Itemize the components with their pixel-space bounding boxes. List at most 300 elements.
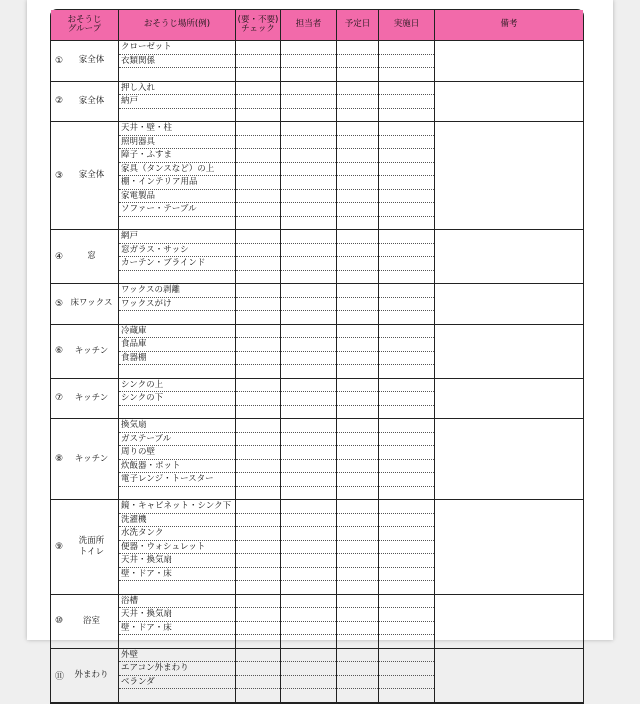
entry-line[interactable] <box>281 122 336 136</box>
entry-line[interactable] <box>379 473 434 487</box>
done-date-cell[interactable] <box>379 284 435 325</box>
entry-line[interactable] <box>236 649 280 663</box>
entry-line[interactable] <box>236 176 280 190</box>
entry-line[interactable] <box>379 649 434 663</box>
entry-line[interactable] <box>281 68 336 81</box>
group-cell <box>51 41 119 82</box>
group-number: ⑦ <box>55 393 64 404</box>
place-item: 天井・換気扇 <box>119 554 235 568</box>
entry-line[interactable] <box>379 595 434 609</box>
entry-line[interactable] <box>379 190 434 204</box>
entry-line[interactable] <box>337 244 378 258</box>
entry-line[interactable] <box>379 419 434 433</box>
planned-date-cell[interactable] <box>337 41 379 82</box>
entry-line[interactable] <box>236 244 280 258</box>
planned-date-cell[interactable] <box>337 379 379 420</box>
place-list <box>119 122 236 230</box>
entry-line[interactable] <box>337 271 378 284</box>
entry-line[interactable] <box>236 149 280 163</box>
entry-line[interactable] <box>236 595 280 609</box>
place-item: 家具（タンスなど）の上 <box>119 163 235 177</box>
header-place: おそうじ場所(例) <box>119 10 236 41</box>
place-item: 壁・ドア・床 <box>119 568 235 582</box>
group-number: ⑤ <box>55 298 64 309</box>
entry-line[interactable] <box>236 460 280 474</box>
entry-line[interactable] <box>281 41 336 55</box>
notes-cell[interactable] <box>435 649 583 703</box>
entry-line[interactable] <box>281 527 336 541</box>
entry-line[interactable] <box>236 635 280 648</box>
entry-line[interactable] <box>337 392 378 406</box>
entry-line[interactable] <box>236 676 280 690</box>
entry-line[interactable] <box>281 271 336 284</box>
entry-line[interactable] <box>236 190 280 204</box>
entry-line[interactable] <box>337 82 378 96</box>
entry-line[interactable] <box>281 338 336 352</box>
person-cell[interactable] <box>281 284 337 325</box>
entry-line[interactable] <box>337 217 378 230</box>
entry-line[interactable] <box>236 298 280 312</box>
entry-line[interactable] <box>281 82 336 96</box>
entry-line[interactable] <box>337 41 378 55</box>
notes-cell[interactable] <box>435 595 583 649</box>
entry-line[interactable] <box>281 284 336 298</box>
entry-line[interactable] <box>281 149 336 163</box>
place-item: 便器・ウォシュレット <box>119 541 235 555</box>
entry-line[interactable] <box>281 581 336 594</box>
place-list <box>119 284 236 325</box>
entry-line[interactable] <box>379 109 434 122</box>
entry-line[interactable] <box>337 460 378 474</box>
group-number: ⑨ <box>55 541 64 552</box>
entry-line[interactable] <box>337 635 378 648</box>
notes-cell[interactable] <box>435 379 583 420</box>
done-date-cell[interactable] <box>379 379 435 420</box>
entry-line[interactable] <box>281 406 336 419</box>
entry-line[interactable] <box>337 406 378 419</box>
entry-line[interactable] <box>379 68 434 81</box>
person-cell[interactable] <box>281 379 337 420</box>
entry-line[interactable] <box>379 284 434 298</box>
entry-line[interactable] <box>379 514 434 528</box>
notes-cell[interactable] <box>435 325 583 379</box>
place-list <box>119 82 236 123</box>
done-date-cell[interactable] <box>379 41 435 82</box>
entry-line[interactable] <box>236 109 280 122</box>
entry-line[interactable] <box>236 662 280 676</box>
entry-line[interactable] <box>281 473 336 487</box>
entry-line[interactable] <box>337 55 378 69</box>
place-item: 天井・壁・柱 <box>119 122 235 136</box>
entry-line[interactable] <box>379 298 434 312</box>
entry-line[interactable] <box>337 487 378 500</box>
planned-date-cell[interactable] <box>337 649 379 703</box>
done-date-cell[interactable] <box>379 230 435 284</box>
entry-line[interactable] <box>337 649 378 663</box>
entry-line[interactable] <box>379 82 434 96</box>
entry-line[interactable] <box>379 149 434 163</box>
entry-line[interactable] <box>236 230 280 244</box>
entry-line[interactable] <box>281 446 336 460</box>
entry-line[interactable] <box>236 446 280 460</box>
check-cell[interactable] <box>236 230 281 284</box>
group-name: 床ワックス <box>70 298 113 309</box>
planned-date-cell[interactable] <box>337 595 379 649</box>
entry-line[interactable] <box>337 433 378 447</box>
entry-line[interactable] <box>379 311 434 324</box>
entry-line[interactable] <box>379 392 434 406</box>
group-number: ② <box>55 96 64 107</box>
entry-line[interactable] <box>379 217 434 230</box>
place-item <box>119 406 235 419</box>
entry-line[interactable] <box>379 55 434 69</box>
entry-line[interactable] <box>337 514 378 528</box>
entry-line[interactable] <box>337 203 378 217</box>
entry-line[interactable] <box>337 298 378 312</box>
place-list <box>119 379 236 420</box>
entry-line[interactable] <box>281 662 336 676</box>
entry-line[interactable] <box>236 311 280 324</box>
place-item: 棚・インテリア用品 <box>119 176 235 190</box>
entry-line[interactable] <box>236 203 280 217</box>
place-item: 外壁 <box>119 649 235 663</box>
entry-line[interactable] <box>236 473 280 487</box>
entry-line[interactable] <box>337 68 378 81</box>
entry-line[interactable] <box>337 338 378 352</box>
entry-line[interactable] <box>236 41 280 55</box>
entry-line[interactable] <box>379 541 434 555</box>
header-person: 担当者 <box>281 10 337 41</box>
entry-line[interactable] <box>337 446 378 460</box>
done-date-cell[interactable] <box>379 595 435 649</box>
entry-line[interactable] <box>236 257 280 271</box>
entry-line[interactable] <box>236 338 280 352</box>
place-item: 壁・ドア・床 <box>119 622 235 636</box>
entry-line[interactable] <box>236 163 280 177</box>
entry-line[interactable] <box>236 541 280 555</box>
entry-line[interactable] <box>337 365 378 378</box>
entry-line[interactable] <box>236 554 280 568</box>
notes-cell[interactable] <box>435 122 583 230</box>
entry-line[interactable] <box>379 325 434 339</box>
entry-line[interactable] <box>337 581 378 594</box>
entry-line[interactable] <box>379 257 434 271</box>
check-cell[interactable] <box>236 122 281 230</box>
entry-line[interactable] <box>337 541 378 555</box>
entry-line[interactable] <box>337 257 378 271</box>
entry-line[interactable] <box>337 190 378 204</box>
done-date-cell[interactable] <box>379 325 435 379</box>
entry-line[interactable] <box>281 554 336 568</box>
entry-line[interactable] <box>236 365 280 378</box>
group-number: ⑪ <box>55 671 65 682</box>
entry-line[interactable] <box>379 338 434 352</box>
entry-line[interactable] <box>379 676 434 690</box>
entry-line[interactable] <box>281 244 336 258</box>
notes-cell[interactable] <box>435 419 583 500</box>
header-group: おそうじ グループ <box>51 10 119 41</box>
entry-line[interactable] <box>337 662 378 676</box>
entry-line[interactable] <box>236 581 280 594</box>
place-item: 冷蔵庫 <box>119 325 235 339</box>
place-item: 障子・ふすま <box>119 149 235 163</box>
entry-line[interactable] <box>281 203 336 217</box>
entry-line[interactable] <box>236 419 280 433</box>
entry-line[interactable] <box>281 622 336 636</box>
entry-line[interactable] <box>379 554 434 568</box>
entry-line[interactable] <box>236 95 280 109</box>
entry-line[interactable] <box>337 419 378 433</box>
entry-line[interactable] <box>281 109 336 122</box>
entry-line[interactable] <box>281 136 336 150</box>
planned-date-cell[interactable] <box>337 419 379 500</box>
entry-line[interactable] <box>337 136 378 150</box>
entry-line[interactable] <box>337 676 378 690</box>
group-cell <box>51 379 119 420</box>
entry-line[interactable] <box>281 176 336 190</box>
entry-line[interactable] <box>236 406 280 419</box>
entry-line[interactable] <box>379 271 434 284</box>
entry-line[interactable] <box>281 217 336 230</box>
entry-line[interactable] <box>337 568 378 582</box>
place-item <box>119 217 235 230</box>
entry-line[interactable] <box>281 649 336 663</box>
group-number: ③ <box>55 170 64 181</box>
entry-line[interactable] <box>379 365 434 378</box>
entry-line[interactable] <box>379 41 434 55</box>
entry-line[interactable] <box>281 95 336 109</box>
person-cell[interactable] <box>281 41 337 82</box>
entry-line[interactable] <box>337 473 378 487</box>
entry-line[interactable] <box>236 487 280 500</box>
entry-line[interactable] <box>337 122 378 136</box>
entry-line[interactable] <box>281 379 336 393</box>
entry-line[interactable] <box>379 379 434 393</box>
entry-line[interactable] <box>281 595 336 609</box>
entry-line[interactable] <box>379 689 434 702</box>
entry-line[interactable] <box>281 230 336 244</box>
entry-line[interactable] <box>379 244 434 258</box>
entry-line[interactable] <box>281 433 336 447</box>
entry-line[interactable] <box>281 55 336 69</box>
entry-line[interactable] <box>379 176 434 190</box>
entry-line[interactable] <box>337 149 378 163</box>
entry-line[interactable] <box>281 568 336 582</box>
entry-line[interactable] <box>337 500 378 514</box>
person-cell[interactable] <box>281 325 337 379</box>
entry-line[interactable] <box>281 689 336 702</box>
entry-line[interactable] <box>379 352 434 366</box>
entry-line[interactable] <box>236 608 280 622</box>
place-item: 納戸 <box>119 95 235 109</box>
entry-line[interactable] <box>236 689 280 702</box>
entry-line[interactable] <box>379 446 434 460</box>
planned-date-cell[interactable] <box>337 82 379 123</box>
entry-line[interactable] <box>337 352 378 366</box>
person-cell[interactable] <box>281 595 337 649</box>
done-date-cell[interactable] <box>379 649 435 703</box>
entry-line[interactable] <box>281 365 336 378</box>
entry-line[interactable] <box>337 527 378 541</box>
planned-date-cell[interactable] <box>337 122 379 230</box>
entry-line[interactable] <box>379 622 434 636</box>
check-cell[interactable] <box>236 500 281 595</box>
check-cell[interactable] <box>236 284 281 325</box>
entry-line[interactable] <box>281 352 336 366</box>
entry-line[interactable] <box>337 284 378 298</box>
entry-line[interactable] <box>379 95 434 109</box>
place-item: 電子レンジ・トースター <box>119 473 235 487</box>
entry-line[interactable] <box>236 68 280 81</box>
entry-line[interactable] <box>281 514 336 528</box>
entry-line[interactable] <box>281 635 336 648</box>
entry-line[interactable] <box>236 527 280 541</box>
check-cell[interactable] <box>236 419 281 500</box>
entry-line[interactable] <box>281 608 336 622</box>
person-cell[interactable] <box>281 500 337 595</box>
entry-line[interactable] <box>236 433 280 447</box>
entry-line[interactable] <box>281 487 336 500</box>
entry-line[interactable] <box>236 514 280 528</box>
notes-cell[interactable] <box>435 500 583 595</box>
entry-line[interactable] <box>281 500 336 514</box>
planned-date-cell[interactable] <box>337 325 379 379</box>
entry-line[interactable] <box>236 55 280 69</box>
header-check: (要・不要) チェック <box>236 10 281 41</box>
check-cell[interactable] <box>236 82 281 123</box>
entry-line[interactable] <box>337 622 378 636</box>
entry-line[interactable] <box>236 271 280 284</box>
entry-line[interactable] <box>379 122 434 136</box>
entry-line[interactable] <box>281 163 336 177</box>
entry-line[interactable] <box>281 311 336 324</box>
entry-line[interactable] <box>236 500 280 514</box>
entry-line[interactable] <box>281 541 336 555</box>
entry-line[interactable] <box>236 325 280 339</box>
done-date-cell[interactable] <box>379 122 435 230</box>
entry-line[interactable] <box>337 176 378 190</box>
person-cell[interactable] <box>281 122 337 230</box>
notes-cell[interactable] <box>435 41 583 82</box>
place-list <box>119 325 236 379</box>
cleaning-checklist-table <box>50 9 584 704</box>
entry-line[interactable] <box>337 163 378 177</box>
group-cell <box>51 500 119 595</box>
place-item: 押し入れ <box>119 82 235 96</box>
place-item: ワックスがけ <box>119 298 235 312</box>
entry-line[interactable] <box>281 257 336 271</box>
entry-line[interactable] <box>337 109 378 122</box>
group-cell <box>51 419 119 500</box>
entry-line[interactable] <box>379 608 434 622</box>
entry-line[interactable] <box>379 406 434 419</box>
entry-line[interactable] <box>379 635 434 648</box>
entry-line[interactable] <box>236 136 280 150</box>
notes-cell[interactable] <box>435 284 583 325</box>
entry-line[interactable] <box>236 392 280 406</box>
entry-line[interactable] <box>337 689 378 702</box>
entry-line[interactable] <box>379 203 434 217</box>
group-name: 浴室 <box>82 615 100 626</box>
place-item <box>119 271 235 284</box>
entry-line[interactable] <box>379 487 434 500</box>
entry-line[interactable] <box>379 581 434 594</box>
entry-line[interactable] <box>236 82 280 96</box>
entry-line[interactable] <box>379 527 434 541</box>
notes-cell[interactable] <box>435 82 583 123</box>
person-cell[interactable] <box>281 419 337 500</box>
entry-line[interactable] <box>379 136 434 150</box>
place-list <box>119 230 236 284</box>
entry-line[interactable] <box>337 311 378 324</box>
entry-line[interactable] <box>337 379 378 393</box>
entry-line[interactable] <box>236 284 280 298</box>
place-item <box>119 365 235 378</box>
done-date-cell[interactable] <box>379 419 435 500</box>
entry-line[interactable] <box>337 95 378 109</box>
entry-line[interactable] <box>281 392 336 406</box>
entry-line[interactable] <box>337 608 378 622</box>
check-cell[interactable] <box>236 379 281 420</box>
entry-line[interactable] <box>236 352 280 366</box>
check-cell[interactable] <box>236 325 281 379</box>
entry-line[interactable] <box>281 298 336 312</box>
entry-line[interactable] <box>281 460 336 474</box>
group-name: キッチン <box>74 392 109 403</box>
check-cell[interactable] <box>236 41 281 82</box>
notes-cell[interactable] <box>435 230 583 284</box>
entry-line[interactable] <box>281 190 336 204</box>
entry-line[interactable] <box>379 230 434 244</box>
entry-line[interactable] <box>337 554 378 568</box>
planned-date-cell[interactable] <box>337 284 379 325</box>
group-name: キッチン <box>74 453 109 464</box>
group-name: 外まわり <box>74 669 109 680</box>
planned-date-cell[interactable] <box>337 230 379 284</box>
entry-line[interactable] <box>281 419 336 433</box>
place-item: 家電製品 <box>119 190 235 204</box>
done-date-cell[interactable] <box>379 82 435 123</box>
person-cell[interactable] <box>281 230 337 284</box>
entry-line[interactable] <box>236 217 280 230</box>
entry-line[interactable] <box>281 325 336 339</box>
group-name: 家全体 <box>78 95 105 106</box>
entry-line[interactable] <box>337 595 378 609</box>
check-cell[interactable] <box>236 595 281 649</box>
entry-line[interactable] <box>236 379 280 393</box>
entry-line[interactable] <box>379 163 434 177</box>
planned-date-cell[interactable] <box>337 500 379 595</box>
entry-line[interactable] <box>337 230 378 244</box>
entry-line[interactable] <box>337 325 378 339</box>
entry-line[interactable] <box>236 122 280 136</box>
person-cell[interactable] <box>281 82 337 123</box>
place-item: 炊飯器・ポット <box>119 460 235 474</box>
entry-line[interactable] <box>236 568 280 582</box>
check-cell[interactable] <box>236 649 281 703</box>
entry-line[interactable] <box>281 676 336 690</box>
group-cell <box>51 284 119 325</box>
entry-line[interactable] <box>379 460 434 474</box>
entry-line[interactable] <box>236 622 280 636</box>
entry-line[interactable] <box>379 568 434 582</box>
entry-line[interactable] <box>379 500 434 514</box>
done-date-cell[interactable] <box>379 500 435 595</box>
person-cell[interactable] <box>281 649 337 703</box>
entry-line[interactable] <box>379 433 434 447</box>
place-item: 周りの壁 <box>119 446 235 460</box>
entry-line[interactable] <box>379 662 434 676</box>
